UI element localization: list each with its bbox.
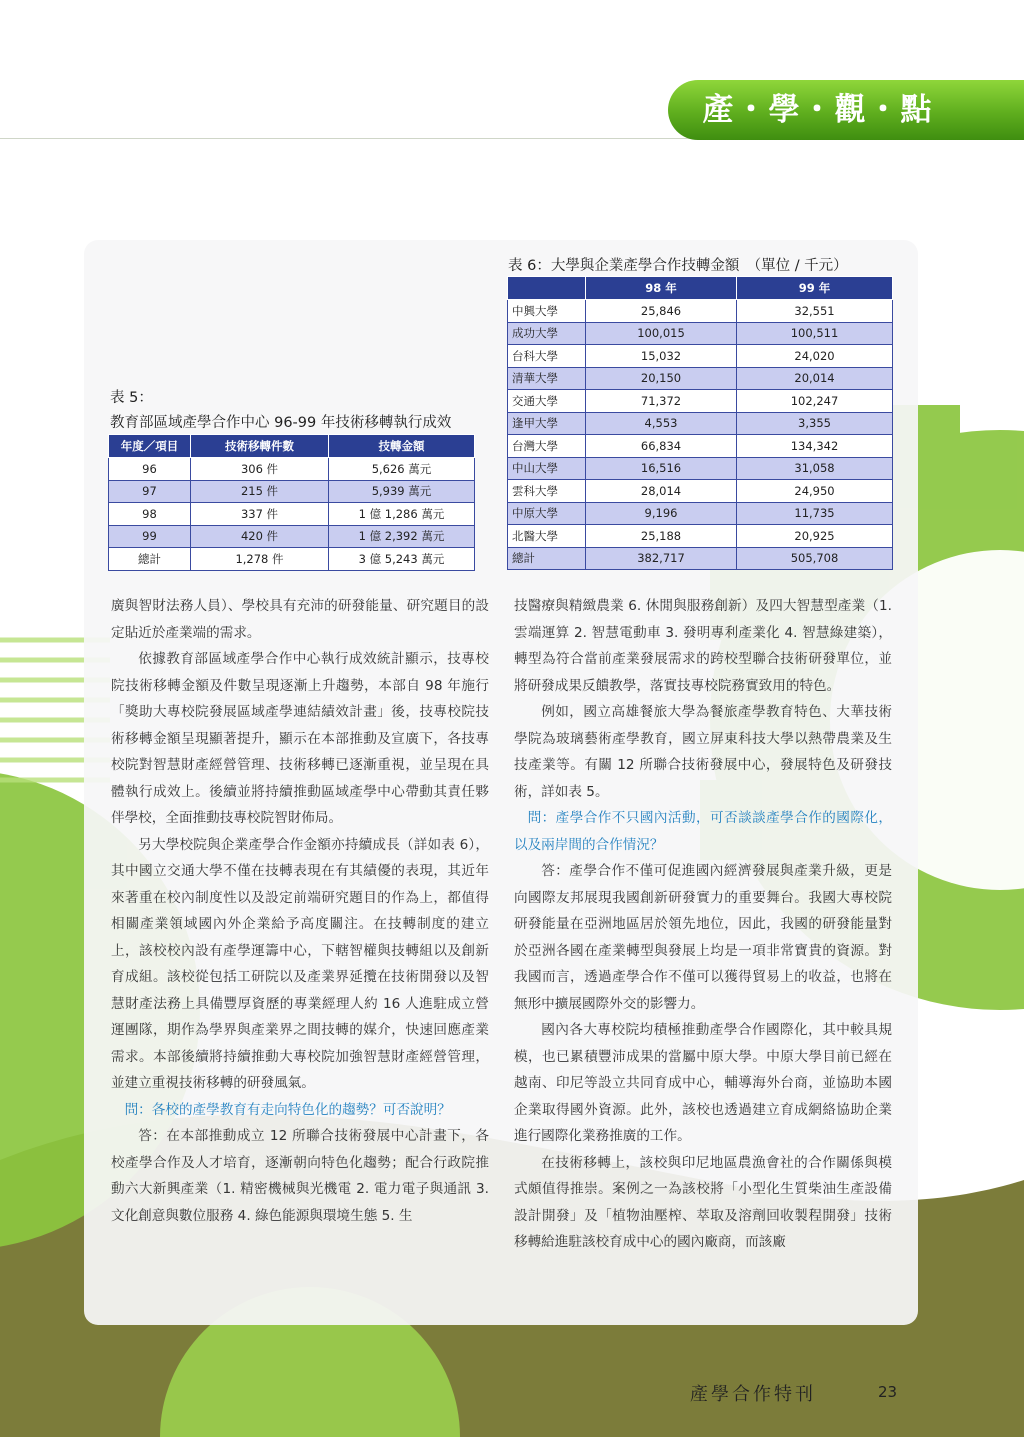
table6-cell: 11,735	[737, 502, 893, 525]
table6-cell: 台科大學	[508, 345, 586, 368]
body-paragraph: 依據教育部區域產學合作中心執行成效統計顯示，技專校院技術移轉金額及件數呈現逐漸上升趨勢，本部自 98 年施行「獎助大專校院發展區域產學連結績效計畫」後，技專校院技術移轉金額呈現顯著提升，顯示在本部推動及宣廣下，各技專校院對智慧財產經營管理、技術移轉已逐漸重視，並呈現在具體執行成效上。後續並將持續推動區域產學中心帶動其責任夥伴學校，全面推動技專校院智財佈局。	[111, 651, 489, 826]
table6-cell: 25,846	[586, 300, 737, 323]
table5-header-cell: 年度／項目	[109, 435, 191, 458]
banner-title: 產・學・觀・點	[702, 92, 934, 128]
table6-cell: 31,058	[737, 457, 893, 480]
table6-cell: 102,247	[737, 390, 893, 413]
table6-caption: 表 6：大學與企業產學合作技轉金額 （單位 / 千元）	[508, 258, 848, 274]
body-paragraph: 例如，國立高雄餐旅大學為餐旅產學教育特色、大華技術學院為玻璃藝術產學教育，國立屏東科技大學以熱帶農業及生技產業等。有關 12 所聯合技術發展中心，發展特色及研發技術，詳如表 5。	[514, 704, 892, 800]
table6-cell: 成功大學	[508, 322, 586, 345]
table6-cell: 中原大學	[508, 502, 586, 525]
table6-cell: 134,342	[737, 435, 893, 458]
table6-header-cell: 98 年	[586, 277, 737, 300]
table6-row	[508, 457, 893, 480]
table5-cell: 99	[109, 525, 191, 548]
table5-row	[109, 458, 475, 481]
table6-cell: 15,032	[586, 345, 737, 368]
table6-cell: 505,708	[737, 547, 893, 570]
table6-cell: 66,834	[586, 435, 737, 458]
table5-cell: 3 億 5,243 萬元	[329, 548, 475, 571]
table6-cell: 3,355	[737, 412, 893, 435]
table6-cell: 100,511	[737, 322, 893, 345]
question-paragraph: 問：各校的產學教育有走向特色化的趨勢？可否說明？	[124, 1101, 451, 1118]
table6-cell: 71,372	[586, 390, 737, 413]
table6-cell: 20,925	[737, 525, 893, 548]
body-paragraph: 答：產學合作不僅可促進國內經濟發展與產業升級，更是向國際友邦展現我國創新研發實力的重要舞台。我國大專校院研發能量在亞洲地區居於領先地位，因此，我國的研發能量對於亞洲各國在產業轉型與發展上均是一項非常寶貴的資源。對我國而言，透過產學合作不僅可以獲得貿易上的收益，也將在無形中擴展國際外交的影響力。	[514, 863, 892, 1012]
table6-cell: 交通大學	[508, 390, 586, 413]
table6-row	[508, 435, 893, 458]
table5-cell: 1 億 1,286 萬元	[329, 503, 475, 526]
table6-cell: 中山大學	[508, 457, 586, 480]
table6-cell: 100,015	[586, 322, 737, 345]
table6-cell: 25,188	[586, 525, 737, 548]
body-paragraph: 另大學校院與企業產學合作金額亦持續成長（詳如表 6），其中國立交通大學不僅在技轉表現在有其績優的表現，其近年來著重在校內制度性以及設定前端研究題目的作為上，都值得相關產業領域國內外企業給予高度關注。在技轉制度的建立上，該校校內設有產學運籌中心，下轄智權與技轉組以及創新育成組。該校從包括工研院以及產業界延攬在技術開發以及智慧財產法務上具備豐厚資歷的專業經理人約 16 人進駐成立營運團隊，期作為學界與產業界之間技轉的媒介，快速回應產業需求。本部後續將持續推動大專校院加強智慧財產經營管理，並建立重視技術移轉的研發風氣。	[111, 836, 489, 1091]
body-paragraph: 廣與智財法務人員）、學校具有充沛的研發能量、研究題目的設定貼近於產業端的需求。	[111, 598, 489, 641]
question-paragraph: 問：產學合作不只國內活動，可否談談產學合作的國際化，以及兩岸間的合作情況？	[514, 810, 892, 853]
table5-cell: 215 件	[191, 480, 329, 503]
table6-row	[508, 322, 893, 345]
table5-cell: 1,278 件	[191, 548, 329, 571]
table5-row	[109, 480, 475, 503]
table6-cell: 4,553	[586, 412, 737, 435]
left-column	[111, 593, 489, 1229]
table5-cell: 337 件	[191, 503, 329, 526]
table6-row	[508, 300, 893, 323]
table5-cell: 98	[109, 503, 191, 526]
table6-cell: 24,020	[737, 345, 893, 368]
table6-cell: 28,014	[586, 480, 737, 503]
table5-cell: 總計	[109, 548, 191, 571]
table5	[108, 434, 475, 571]
section-banner	[668, 80, 1024, 140]
table6-row	[508, 345, 893, 368]
table5-caption-title: 教育部區域產學合作中心 96-99 年技術移轉執行成效	[110, 415, 452, 431]
table5-row	[109, 548, 475, 571]
table6-cell: 逢甲大學	[508, 412, 586, 435]
table6-row	[508, 367, 893, 390]
body-paragraph: 技醫療與精緻農業 6. 休閒與服務創新）及四大智慧型產業（1. 雲端運算 2. 智慧電動車 3. 發明專利產業化 4. 智慧綠建築），轉型為符合當前產業發展需求的跨校型聯合技術研發單位，並將研發成果反饋教學，落實技專校院務實致用的特色。	[514, 598, 892, 694]
table6-row	[508, 547, 893, 570]
table6-cell: 20,014	[737, 367, 893, 390]
table6-row	[508, 390, 893, 413]
table6-cell: 24,950	[737, 480, 893, 503]
table6-header-cell	[508, 277, 586, 300]
table6-cell: 32,551	[737, 300, 893, 323]
table6-row	[508, 412, 893, 435]
body-paragraph: 答：在本部推動成立 12 所聯合技術發展中心計畫下，各校產學合作及人才培育，逐漸朝向特色化趨勢；配合行政院推動六大新興產業（1. 精密機械與光機電 2. 電力電子與通訊 3. 文化創意與數位服務 4. 綠色能源與環境生態 5. 生	[111, 1128, 489, 1224]
page-number: 23	[878, 1383, 898, 1401]
table6-cell: 16,516	[586, 457, 737, 480]
table6-cell: 總計	[508, 547, 586, 570]
table6	[507, 276, 893, 570]
table6-cell: 382,717	[586, 547, 737, 570]
table6-cell: 清華大學	[508, 367, 586, 390]
table5-row	[109, 525, 475, 548]
right-column	[514, 593, 892, 1256]
table6-row	[508, 480, 893, 503]
table6-cell: 北醫大學	[508, 525, 586, 548]
footer-title: 產學合作特刊	[690, 1384, 816, 1405]
body-paragraph: 在技術移轉上，該校與印尼地區農漁會社的合作關係與模式頗值得推崇。案例之一為該校將「小型化生質柴油生產設備設計開發」及「植物油壓榨、萃取及溶劑回收製程開發」技術移轉給進駐該校育成中心的國內廠商，而該廠	[514, 1154, 892, 1250]
table5-cell: 306 件	[191, 458, 329, 481]
table6-cell: 中興大學	[508, 300, 586, 323]
table6-cell: 20,150	[586, 367, 737, 390]
table6-row	[508, 525, 893, 548]
table5-cell: 5,626 萬元	[329, 458, 475, 481]
table5-cell: 96	[109, 458, 191, 481]
table5-row	[109, 503, 475, 526]
table6-row	[508, 502, 893, 525]
table5-cell: 1 億 2,392 萬元	[329, 525, 475, 548]
table5-caption-label: 表 5：	[110, 390, 153, 406]
table5-cell: 5,939 萬元	[329, 480, 475, 503]
table6-header-cell: 99 年	[737, 277, 893, 300]
table5-header-cell: 技轉金額	[329, 435, 475, 458]
table6-cell: 台灣大學	[508, 435, 586, 458]
body-paragraph: 國內各大專校院均積極推動產學合作國際化，其中較具規模，也已累積豐沛成果的當屬中原大學。中原大學目前已經在越南、印尼等設立共同育成中心，輔導海外台商，並協助本國企業取得國外資源。此外，該校也透過建立育成網絡協助企業進行國際化業務推廣的工作。	[514, 1022, 892, 1144]
table5-cell: 97	[109, 480, 191, 503]
table6-cell: 9,196	[586, 502, 737, 525]
table5-cell: 420 件	[191, 525, 329, 548]
table5-header-cell: 技術移轉件數	[191, 435, 329, 458]
table6-cell: 雲科大學	[508, 480, 586, 503]
